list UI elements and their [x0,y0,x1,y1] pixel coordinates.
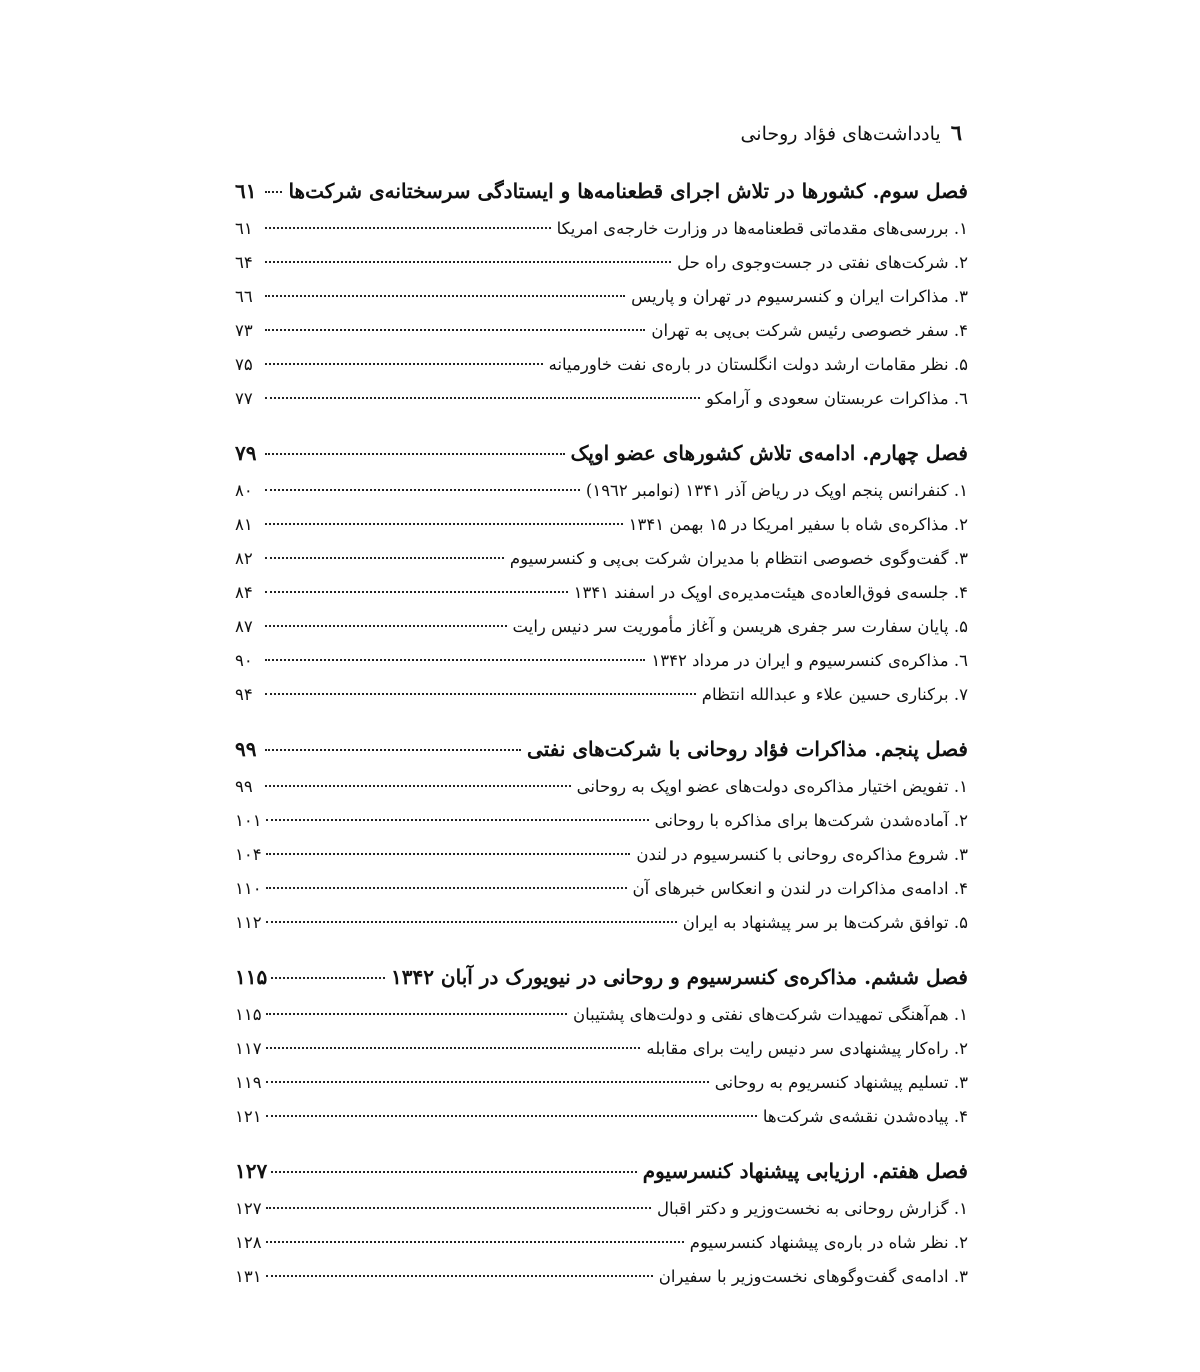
entry-title: ۴. جلسه‌ی فوق‌العاده‌ی هیئت‌مدیره‌ی اوپک در اسفند ١٣۴١ [573,583,968,602]
entry-page-number: ٨٢ [235,549,253,568]
chapter-title: فصل چهارم. ادامه‌ی تلاش کشورهای عضو اوپک [570,441,968,465]
toc-entry [235,678,968,712]
entry-page-number: ٨٠ [235,481,253,500]
toc-chapter [235,170,968,416]
chapter-page-number: ٩٩ [235,737,257,761]
entry-page-number: ١٠١ [235,811,262,830]
toc-chapter-row [235,956,968,998]
entry-page-number: ٩٠ [235,651,253,670]
entry-page-number: ٩٩ [235,777,253,796]
entry-title: ٣. تسلیم پیشنهاد کنسریوم به روحانی [714,1073,968,1092]
entry-title: ١. گزارش روحانی به نخست‌وزیر و دکتر اقبال [657,1199,968,1218]
entry-title: ١. هم‌آهنگی تمهیدات شرکت‌های نفتی و دولت‌های پشتیبان [573,1005,968,1024]
entry-page-number: ٦١ [235,219,253,238]
dot-leader [265,489,580,491]
toc-entry [235,1100,968,1134]
toc-chapter-row [235,728,968,770]
dot-leader [265,191,282,193]
chapter-title: فصل پنجم. مذاکرات فؤاد روحانی با شرکت‌های نفتی [527,737,968,761]
entry-page-number: ٨۴ [235,583,253,602]
dot-leader [265,523,623,525]
entry-page-number: ٧٣ [235,321,253,340]
toc-entry [235,246,968,280]
entry-title: ۴. سفر خصوصی رئیس شرکت بی‌پی به تهران [651,321,968,340]
toc-entry [235,280,968,314]
entry-title: ١. بررسی‌های مقدماتی قطعنامه‌ها در وزارت خارجه‌ی امریکا [556,219,968,238]
chapter-page-number: ١٢٧ [235,1159,268,1183]
entry-title: ۵. توافق شرکت‌ها بر سر پیشنهاد به ایران [682,913,968,932]
dot-leader [266,1275,653,1277]
dot-leader [266,1081,709,1083]
toc-entry [235,998,968,1032]
entry-title: ٢. شرکت‌های نفتی در جست‌وجوی راه حل [677,253,968,272]
entry-page-number: ١١٧ [235,1039,262,1058]
dot-leader [266,1115,757,1117]
entry-page-number: ١٣١ [235,1267,262,1286]
chapter-title: فصل هفتم. ارزیابی پیشنهاد کنسرسیوم [642,1159,968,1183]
chapter-page-number: ١١۵ [235,965,268,989]
entry-title: ٦. مذاکره‌ی کنسرسیوم و ایران در مرداد ١٣۴٢ [651,651,968,670]
toc-chapter [235,956,968,1134]
toc-chapter [235,432,968,712]
entry-page-number: ٧٧ [235,389,253,408]
entry-page-number: ١٠۴ [235,845,262,864]
dot-leader [265,625,507,627]
toc-entry [235,382,968,416]
toc-entry [235,770,968,804]
chapter-page-number: ٦١ [235,179,257,203]
entry-page-number: ١١٠ [235,879,262,898]
entry-title: ٢. نظر شاه در باره‌ی پیشنهاد کنسرسیوم [689,1233,968,1252]
table-of-contents [235,170,968,1310]
toc-entry [235,1260,968,1294]
entry-page-number: ١١٢ [235,913,262,932]
dot-leader [266,1241,684,1243]
entry-title: ٣. مذاکرات ایران و کنسرسیوم در تهران و پاریس [631,287,968,306]
toc-entry [235,644,968,678]
entry-page-number: ١٢٧ [235,1199,262,1218]
toc-chapter [235,1150,968,1294]
entry-page-number: ٨٧ [235,617,253,636]
running-head [740,120,962,145]
dot-leader [265,329,645,331]
dot-leader [266,853,631,855]
entry-title: ١. تفویض اختیار مذاکره‌ی دولت‌های عضو اوپک به روحانی [576,777,968,796]
dot-leader [265,659,645,661]
dot-leader [271,1171,636,1173]
toc-entry [235,348,968,382]
dot-leader [265,363,543,365]
entry-page-number: ٧۵ [235,355,253,374]
entry-page-number: ٦۴ [235,253,253,272]
toc-entry [235,610,968,644]
dot-leader [266,1013,567,1015]
dot-leader [266,819,649,821]
dot-leader [265,227,551,229]
chapter-title: فصل سوم. کشورها در تلاش اجرای قطعنامه‌ها و ایستادگی سرسختانه‌ی شرکت‌ها [288,179,968,203]
entry-title: ۴. ادامه‌ی مذاکرات در لندن و انعکاس خبرهای آن [632,879,968,898]
dot-leader [265,749,521,751]
entry-title: ۵. نظر مقامات ارشد دولت انگلستان در باره‌ی نفت خاورمیانه [548,355,968,374]
entry-title: ١. کنفرانس پنجم اوپک در ریاض آذر ١٣۴١ (نوامبر ١٩٦٢) [585,481,968,500]
dot-leader [265,295,625,297]
entry-page-number: ١١۵ [235,1005,262,1024]
entry-title: ٣. شروع مذاکره‌ی روحانی با کنسرسیوم در لندن [636,845,968,864]
toc-entry [235,314,968,348]
toc-chapter-row [235,1150,968,1192]
dot-leader [265,261,671,263]
toc-entry [235,474,968,508]
toc-chapter-row [235,432,968,474]
toc-entry [235,542,968,576]
entry-title: ٢. آماده‌شدن شرکت‌ها برای مذاکره با روحانی [654,811,968,830]
toc-entry [235,804,968,838]
dot-leader [265,693,696,695]
entry-title: ٦. مذاکرات عربستان سعودی و آرامکو [705,389,968,408]
toc-entry [235,508,968,542]
dot-leader [265,557,504,559]
entry-title: ۵. پایان سفارت سر جفری هریسن و آغاز مأموریت سر دنیس رایت [512,617,968,636]
toc-chapter-row [235,170,968,212]
toc-entry [235,872,968,906]
entry-page-number: ٦٦ [235,287,253,306]
entry-page-number: ٨١ [235,515,253,534]
toc-entry [235,1066,968,1100]
dot-leader [265,397,700,399]
toc-entry [235,1226,968,1260]
entry-title: ٣. گفت‌وگوی خصوصی انتظام با مدیران شرکت بی‌پی و کنسرسیوم [509,549,968,568]
entry-page-number: ٩۴ [235,685,253,704]
dot-leader [271,977,385,979]
toc-entry [235,212,968,246]
dot-leader [265,591,568,593]
entry-title: ٢. مذاکره‌ی شاه با سفیر امریکا در ١۵ بهمن ١٣۴١ [628,515,968,534]
dot-leader [265,453,565,455]
dot-leader [266,1207,651,1209]
toc-entry [235,1032,968,1066]
dot-leader [266,921,677,923]
entry-page-number: ١٢١ [235,1107,262,1126]
dot-leader [265,785,571,787]
toc-entry [235,906,968,940]
chapter-title: فصل ششم. مذاکره‌ی کنسرسیوم و روحانی در نیویورک در آبان ١٣۴٢ [390,965,968,989]
page-number: ٦ [950,120,962,145]
entry-title: ۴. پیاده‌شدن نقشه‌ی شرکت‌ها [762,1107,968,1126]
toc-entry [235,576,968,610]
toc-entry [235,838,968,872]
entry-page-number: ١١٩ [235,1073,262,1092]
dot-leader [266,1047,641,1049]
entry-title: ٧. برکناری حسین علاء و عبدالله انتظام [701,685,968,704]
toc-chapter [235,728,968,940]
entry-title: ٢. راه‌کار پیشنهادی سر دنیس رایت برای مقابله [646,1039,968,1058]
toc-entry [235,1192,968,1226]
book-title: یادداشت‌های فؤاد روحانی [740,123,941,145]
chapter-page-number: ٧٩ [235,441,257,465]
entry-page-number: ١٢٨ [235,1233,262,1252]
dot-leader [266,887,627,889]
entry-title: ٣. ادامه‌ی گفت‌وگوهای نخست‌وزیر با سفیران [658,1267,968,1286]
